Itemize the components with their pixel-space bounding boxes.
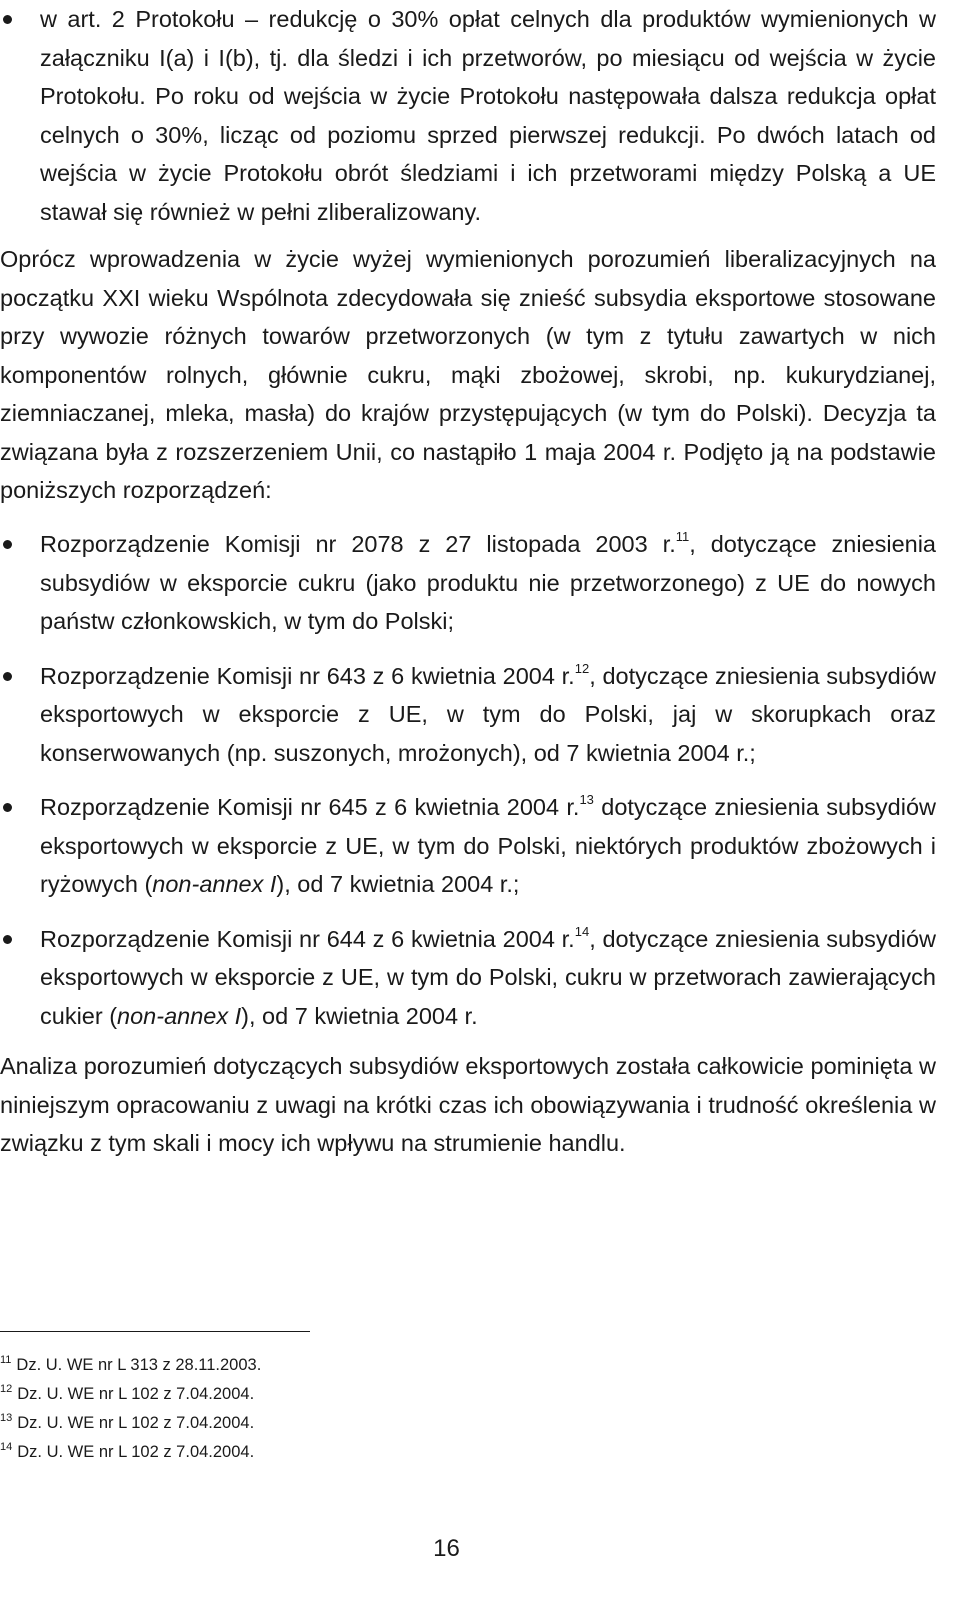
- regulation-italic: non-annex I: [117, 1002, 242, 1029]
- regulation-text: dotyczące zniesienia subsydiów eksportowych w eksporcie z UE, w tym do Polski, niektórych produktów zbożowych i ryżowych (: [40, 794, 936, 897]
- footnote-text: Dz. U. WE nr L 313 z 28.11.2003.: [16, 1356, 262, 1374]
- footnote: [0, 1409, 600, 1438]
- regulation-italic: non-annex I: [152, 871, 277, 897]
- regulation-title: Rozporządzenie Komisji nr 645 z 6 kwietnia 2004 r.: [40, 794, 580, 820]
- top-bullet-list: [0, 0, 936, 231]
- footnote-ref: 13: [579, 792, 594, 808]
- regulation-title: Rozporządzenie Komisji nr 643 z 6 kwietnia 2004 r.: [40, 662, 575, 689]
- footnote-text: Dz. U. WE nr L 102 z 7.04.2004.: [17, 1385, 255, 1403]
- footnote-text: Dz. U. WE nr L 102 z 7.04.2004.: [17, 1443, 255, 1461]
- bullet-item-art2: [0, 0, 936, 231]
- regulation-item: [0, 920, 936, 1036]
- regulation-item: [0, 525, 936, 641]
- regulation-text: , dotyczące zniesienia subsydiów eksportowych w eksporcie z UE, w tym do Polski, jaj w skorupkach oraz konserwowanych (np. suszonych, mrożonych), od 7 kwietnia 2004 r.;: [40, 662, 937, 766]
- footnote-ref: 12: [574, 660, 590, 676]
- regulation-tail: ), od 7 kwietnia 2004 r.;: [276, 871, 520, 897]
- footnote: [0, 1351, 600, 1380]
- footnote-number: 13: [0, 1411, 13, 1424]
- footnote-number: 12: [0, 1382, 13, 1395]
- footnotes: [0, 1351, 600, 1467]
- regulation-item: [0, 657, 936, 773]
- footnote-ref: 11: [675, 529, 690, 545]
- paragraph-subsidies: Oprócz wprowadzenia w życie wyżej wymienionych porozumień liberalizacyjnych na początku XXI wieku Wspólnota zdecydowała się znieść subsydia eksportowe stosowane przy wywozie różnych towarów przetworzonych (w tym z tytułu zawartych w nich komponentów rolnych, głównie cukru, mąki zbożowej, skrobi, np. kukurydzianej, ziemniaczanej, mleka, masła) do krajów przystępujących (w tym do Polski). Decyzja ta związana była z rozszerzeniem Unii, co nastąpiło 1 maja 2004 r. Podjęto ją na podstawie poniższych rozporządzeń:: [0, 246, 936, 503]
- regulation-item: [0, 788, 936, 904]
- footnote: [0, 1438, 600, 1467]
- footnote-number: 11: [0, 1353, 12, 1366]
- regulation-title: Rozporządzenie Komisji nr 644 z 6 kwietnia 2004 r.: [40, 925, 575, 952]
- regulation-text: , dotyczące zniesienia subsydiów w eksporcie cukru (jako produktu nie przetworzonego) z UE do nowych państw członkowskich, w tym do Polski;: [40, 531, 937, 634]
- regulation-title: Rozporządzenie Komisji nr 2078 z 27 listopada 2003 r.: [40, 531, 676, 557]
- regulation-text: , dotyczące zniesienia subsydiów eksportowych w eksporcie z UE, w tym do Polski, cukru w przetworach zawierających cukier (: [40, 925, 937, 1029]
- page-number: 16: [433, 1535, 460, 1562]
- footnote-number: 14: [0, 1440, 13, 1453]
- footnote-divider: [0, 1331, 310, 1332]
- regulations-list: [0, 525, 936, 1051]
- paragraph-analysis: Analiza porozumień dotyczących subsydiów eksportowych została całkowicie pominięta w niniejszym opracowaniu z uwagi na krótki czas ich obowiązywania i trudność określenia w związku z tym skali i mocy ich wpływu na strumienie handlu.: [0, 1053, 936, 1156]
- regulation-tail: ), od 7 kwietnia 2004 r.: [241, 1002, 478, 1029]
- footnote-text: Dz. U. WE nr L 102 z 7.04.2004.: [17, 1414, 255, 1432]
- footnote: [0, 1380, 600, 1409]
- footnote-ref: 14: [574, 923, 590, 939]
- bullet-text: w art. 2 Protokołu – redukcję o 30% opłat celnych dla produktów wymienionych w załączniku I(a) i I(b), tj. dla śledzi i ich przetworów, po miesiącu od wejścia w życie Protokołu. Po roku od wejścia w życie Protokołu następowała dalsza redukcja opłat celnych o 30%, licząc od poziomu sprzed pierwszej redukcji. Po dwóch latach od wejścia w życie Protokołu obrót śledziami i ich przetworami między Polską a UE stawał się również w pełni zliberalizowany.: [40, 6, 936, 225]
